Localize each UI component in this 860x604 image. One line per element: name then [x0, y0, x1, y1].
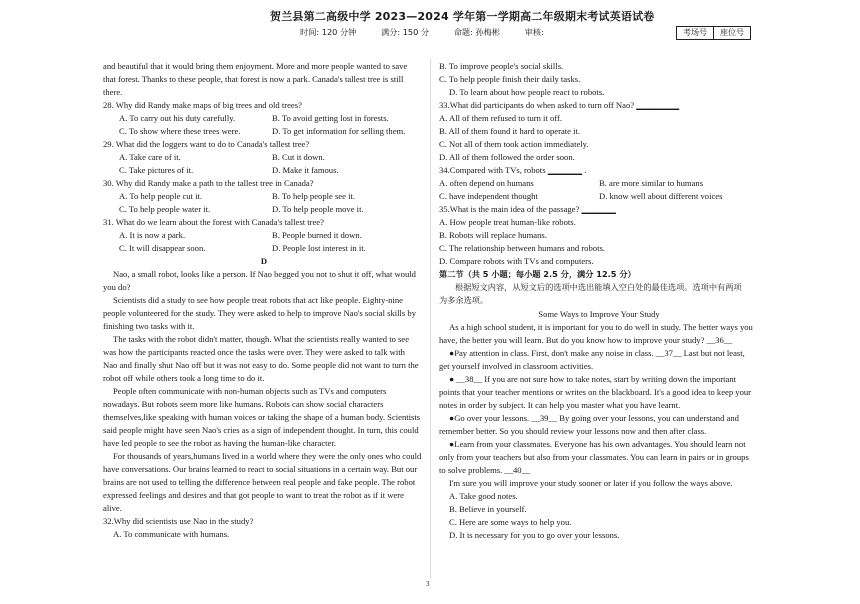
- text-line: themselves,like speaking with human voices or taking the shape of a human body. Scientists: [103, 412, 421, 422]
- page-number: 3: [426, 580, 430, 588]
- option: B. Cut it down.: [272, 152, 325, 162]
- text-line: was how the participants reacted once the tasks were over. They were asked to talk with: [103, 347, 405, 357]
- text-line: to solve problems. __40__: [439, 465, 531, 475]
- option: A. To communicate with humans.: [113, 529, 230, 539]
- exam-reviewer: 审核:: [524, 27, 544, 37]
- right-column: [439, 60, 759, 542]
- essay-title: Some Ways to Improve Your Study: [538, 309, 660, 319]
- question-stem: 32.Why did scientists use Nao in the study?: [103, 516, 254, 526]
- option: B. To improve people's social skills.: [439, 61, 564, 71]
- option: B. All of them found it hard to operate it.: [439, 126, 581, 136]
- question-stem: 34.Compared with TVs, robots ________ .: [439, 165, 587, 175]
- question-stem: 31. What do we learn about the forest with Canada's tallest tree?: [103, 217, 324, 227]
- text-line: people volunteered for the study. They were asked to help to improve Nao's social skills by: [103, 308, 416, 318]
- text-line: nowadays. But robots seem more like humans. Robots can show social characters: [103, 399, 384, 409]
- option: D. To help people move it.: [272, 204, 364, 214]
- cloze-choices: [439, 490, 759, 542]
- option: C. To help people finish their daily tasks.: [439, 74, 581, 84]
- text-line: ●Go over your lessons. __39__ By going over your lessons, you can understand and: [449, 413, 739, 423]
- option: C. To show where these trees were.: [119, 126, 241, 136]
- text-line: Scientists did a study to see how people treat robots that act like people. Eighty-nine: [113, 295, 403, 305]
- choice: B. Believe in yourself.: [449, 504, 527, 514]
- text-line: notes in order by subject. It can help you master what you have learnt.: [439, 400, 681, 410]
- question-stem: 30. Why did Randy make a path to the tallest tree in Canada?: [103, 178, 314, 188]
- text-line: have, the better you will learn. But do you know how to improve your study? __36__: [439, 335, 733, 345]
- text-line: alive.: [103, 503, 122, 513]
- exam-room-label: 考场号: [677, 27, 714, 39]
- seat-number-label: 座位号: [720, 28, 744, 37]
- question-30: [103, 177, 425, 216]
- option: B. People burned it down.: [272, 230, 362, 240]
- option: D. Make it famous.: [272, 165, 339, 175]
- option: D. People lost interest in it.: [272, 243, 366, 253]
- text-line: remember better. So you should review your lessons now and then after class.: [439, 426, 707, 436]
- option: C. The relationship between humans and robots.: [439, 243, 605, 253]
- question-stem: 28. Why did Randy make maps of big trees and old trees?: [103, 100, 302, 110]
- exam-time: 时间: 120 分钟: [300, 27, 357, 37]
- option: C. To help people water it.: [119, 204, 211, 214]
- question-stem: 35.What is the main idea of the passage? ________: [439, 204, 616, 214]
- question-29: [103, 138, 425, 177]
- question-32-continued: [439, 60, 759, 99]
- text-line: ●Learn from your classmates. Everyone has his own advantages. You should learn not: [449, 439, 746, 449]
- option: B. are more similar to humans: [599, 178, 704, 188]
- option: D. know well about different voices: [599, 191, 723, 201]
- question-stem: 29. What did the loggers want to do to Canada's tallest tree?: [103, 139, 310, 149]
- text-line: robot off while others took a long time to do it.: [103, 373, 265, 383]
- question-31: [103, 216, 425, 255]
- option: C. Not all of them took action immediately.: [439, 139, 589, 149]
- text-line: have led people to see the robot as having the human-like character.: [103, 438, 336, 448]
- essay-body: [439, 321, 759, 490]
- passage-c-ending: [103, 60, 425, 99]
- text-line: ●Pay attention in class. First, don't make any noise in class. __37__ Last but not least,: [449, 348, 745, 358]
- part-2-title: 第二节（共 5 小题；每小题 2.5 分，满分 12.5 分）: [439, 269, 636, 279]
- question-34: [439, 164, 759, 203]
- text-line: only from your teachers but also from your classmates. You can learn in pairs or in groups: [439, 452, 749, 462]
- option: A. It is now a park.: [119, 230, 186, 240]
- exam-author: 命题: 孙梅彬: [453, 27, 501, 37]
- option: B. Robots will replace humans.: [439, 230, 547, 240]
- option: C. Take pictures of it.: [119, 165, 194, 175]
- exam-meta: [300, 26, 566, 39]
- option: C. have independent thought: [439, 191, 538, 201]
- part-2-instruction: 为多余选项。: [439, 295, 489, 305]
- option: D. All of them followed the order soon.: [439, 152, 575, 162]
- option: C. It will disappear soon.: [119, 243, 206, 253]
- option: D. To learn about how people react to robots.: [449, 87, 605, 97]
- option: A. To carry out his duty carefully.: [119, 113, 236, 123]
- option: A. Take care of it.: [119, 152, 181, 162]
- seat-info-box: [676, 26, 751, 40]
- option: B. To avoid getting lost in forests.: [272, 113, 389, 123]
- choice: D. It is necessary for you to go over your lessons.: [449, 530, 620, 540]
- option: A. All of them refused to turn it off.: [439, 113, 562, 123]
- text-line: Nao and finally shut Nao off but it was not easy to do. Some people did not want to turn the: [103, 360, 419, 370]
- question-33: [439, 99, 759, 164]
- text-line: that forest. Thanks to these people, that forest is now a park. Canada's tallest tree is still: [103, 74, 404, 84]
- text-line: ● __38__ If you are not sure how to take notes, start by writing down the important: [449, 374, 737, 384]
- text-line: points that your teacher mentions or writes on the blackboard. It's a good idea to keep your: [439, 387, 752, 397]
- question-stem: 33.What did participants do when asked to turn off Nao? __________: [439, 100, 680, 110]
- part-2-instruction: 根据短文内容，从短文后的选项中选出能填入空白处的最佳选项。选项中有两项: [455, 282, 742, 292]
- section-heading: D: [260, 256, 268, 266]
- text-line: have conversations. Our brains learned to react to social situations in a certain way. But our: [103, 464, 418, 474]
- exam-score: 满分: 150 分: [380, 27, 430, 37]
- choice: C. Here are some ways to help you.: [449, 517, 572, 527]
- text-line: you do?: [103, 282, 131, 292]
- question-35: [439, 203, 759, 268]
- choice: A. Take good notes.: [449, 491, 518, 501]
- question-28: [103, 99, 425, 138]
- text-line: People often communicate with non-human objects such as TVs and computers: [113, 386, 387, 396]
- text-line: As a high school student, it is important for you to do well in study. The better ways you: [449, 322, 753, 332]
- column-divider: [430, 58, 431, 578]
- question-32: [103, 515, 425, 541]
- text-line: I'm sure you will improve your study sooner or later if you follow the ways above.: [449, 478, 733, 488]
- option: A. How people treat human-like robots.: [439, 217, 576, 227]
- text-line: said people might have seen Nao's cries as a sign of independent thought. In turn, this could: [103, 425, 419, 435]
- option: D. Compare robots with TVs and computers.: [439, 256, 594, 266]
- exam-title: 贺兰县第二高级中学 2023—2024 学年第一学期高二年级期末考试英语试卷: [270, 10, 655, 23]
- option: B. To help people see it.: [272, 191, 356, 201]
- text-line: there.: [103, 87, 123, 97]
- text-line: The tasks with the robot didn't matter, though. What the scientists really wanted to see: [113, 334, 410, 344]
- text-line: get yourself involved in classroom activities.: [439, 361, 594, 371]
- option: A. often depend on humans: [439, 178, 534, 188]
- option: D. To get information for selling them.: [272, 126, 406, 136]
- left-column: [103, 60, 425, 541]
- text-line: Nao, a small robot, looks like a person. If Nao begged you not to shut it off, what would: [113, 269, 416, 279]
- text-line: brains are not used to telling the difference between real people and fake people. The robot: [103, 477, 416, 487]
- text-line: finishing two tasks with it.: [103, 321, 195, 331]
- option: A. To help people cut it.: [119, 191, 203, 201]
- text-line: For thousands of years,humans lived in a world where they were the only ones who could: [113, 451, 422, 461]
- text-line: and beautiful that it would bring them enjoyment. More and more people wanted to save: [103, 61, 408, 71]
- passage-d: [103, 268, 425, 515]
- text-line: expressed feelings and desires and that got people to want to treat the robot as if it were: [103, 490, 404, 500]
